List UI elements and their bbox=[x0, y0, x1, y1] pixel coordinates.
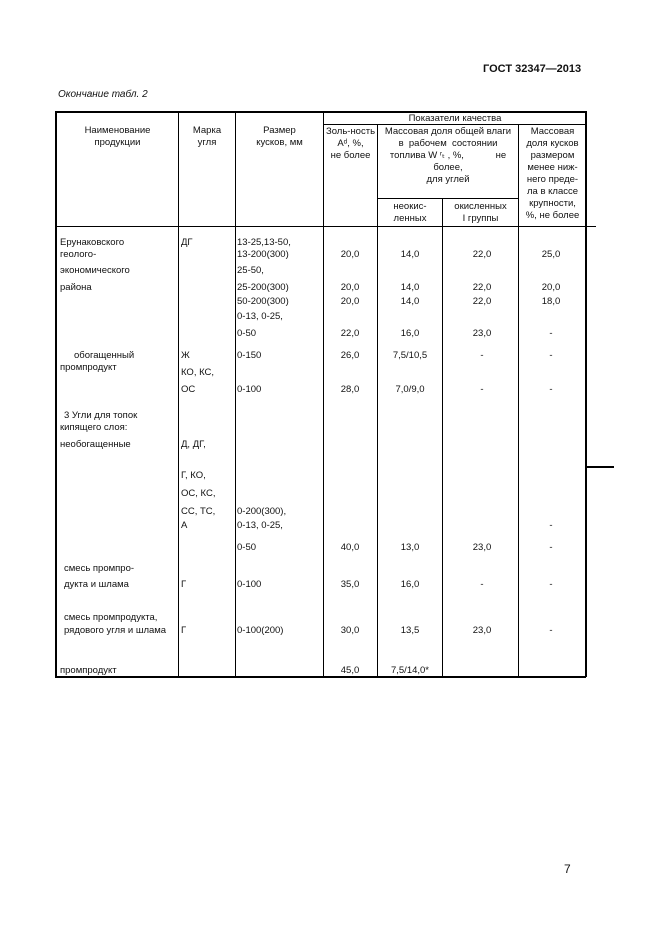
cell-small: - bbox=[549, 520, 553, 531]
table-caption: Окончание табл. 2 bbox=[58, 89, 148, 100]
document-header: ГОСТ 32347—2013 bbox=[483, 63, 582, 75]
cell-ash: 26,0 bbox=[340, 350, 360, 361]
cell-name: района bbox=[60, 282, 92, 293]
cell-small: - bbox=[549, 542, 553, 553]
cell-grade: Ж bbox=[181, 350, 190, 361]
cell-ox: - bbox=[480, 579, 484, 590]
header-piece-size: Размер кусков, мм bbox=[256, 125, 303, 148]
cell-ash: 20,0 bbox=[340, 282, 360, 293]
cell-unox: 7,5/10,5 bbox=[392, 350, 428, 361]
cell-ash: 30,0 bbox=[340, 625, 360, 636]
cell-unox: 14,0 bbox=[400, 296, 420, 307]
cell-name: Ерунаковского bbox=[60, 237, 125, 248]
page-number: 7 bbox=[564, 862, 571, 876]
cell-name: дукта и шлама bbox=[64, 579, 129, 590]
header-moisture: Массовая доля общей влаги в рабочем состоянии топлива W ʳₜ , %, не более, для углей bbox=[384, 126, 512, 185]
cell-grade: СС, ТС, bbox=[181, 506, 216, 517]
cell-size: 0-100(200) bbox=[237, 625, 284, 636]
cell-size: 25-200(300) bbox=[237, 282, 289, 293]
cell-grade: Д, ДГ, bbox=[181, 439, 206, 450]
cell-name: промпродукт bbox=[60, 362, 117, 373]
cell-ash: 22,0 bbox=[340, 328, 360, 339]
cell-name: геолого- bbox=[60, 249, 97, 260]
cell-size: 0-50 bbox=[237, 542, 257, 553]
header-oxidized: окисленных I группы bbox=[454, 201, 507, 224]
cell-ox: 22,0 bbox=[472, 249, 492, 260]
cell-ash: 20,0 bbox=[340, 249, 360, 260]
cell-ash: 28,0 bbox=[340, 384, 360, 395]
cell-size: 13-25,13-50, bbox=[237, 237, 291, 248]
cell-grade: Г bbox=[181, 579, 187, 590]
cell-small: - bbox=[549, 579, 553, 590]
cell-unox: 16,0 bbox=[400, 328, 420, 339]
cell-grade: А bbox=[181, 520, 188, 531]
cell-unox: 7,0/9,0 bbox=[395, 384, 425, 395]
cell-small: 18,0 bbox=[541, 296, 561, 307]
cell-size: 0-200(300), bbox=[237, 506, 287, 517]
header-coal-grade: Марка угля bbox=[192, 125, 222, 148]
cell-small: 20,0 bbox=[541, 282, 561, 293]
cell-name: необогащенные bbox=[60, 439, 131, 450]
cell-small: - bbox=[549, 384, 553, 395]
cell-unox: 16,0 bbox=[400, 579, 420, 590]
cell-name: 3 Угли для топок bbox=[64, 410, 138, 421]
cell-unox: 13,5 bbox=[400, 625, 420, 636]
cell-size: 0-100 bbox=[237, 384, 262, 395]
cell-name: рядового угля и шлама bbox=[64, 625, 167, 636]
cell-ox: 22,0 bbox=[472, 296, 492, 307]
cell-ox: - bbox=[480, 350, 484, 361]
cell-ox: 23,0 bbox=[472, 625, 492, 636]
cell-size: 13-200(300) bbox=[237, 249, 289, 260]
header-quality-indicators: Показатели качества bbox=[408, 113, 502, 124]
cell-size: 0-50 bbox=[237, 328, 257, 339]
cell-ox: 22,0 bbox=[472, 282, 492, 293]
cell-grade: ОС bbox=[181, 384, 196, 395]
cell-name: кипящего слоя: bbox=[60, 422, 128, 433]
cell-size: 0-100 bbox=[237, 579, 262, 590]
cell-ash: 40,0 bbox=[340, 542, 360, 553]
cell-size: 25-50, bbox=[237, 265, 264, 276]
cell-ox: 23,0 bbox=[472, 328, 492, 339]
cell-name: смесь промпродукта, bbox=[64, 612, 158, 623]
header-unoxidized: неокис- ленных bbox=[393, 201, 427, 224]
cell-name: промпродукт bbox=[60, 665, 117, 676]
cell-ash: 20,0 bbox=[340, 296, 360, 307]
cell-unox: 7,5/14,0* bbox=[390, 665, 430, 676]
cell-ash: 35,0 bbox=[340, 579, 360, 590]
cell-ox: 23,0 bbox=[472, 542, 492, 553]
header-product-name: Наименование продукции bbox=[84, 125, 151, 148]
cell-small: - bbox=[549, 350, 553, 361]
cell-grade: ДГ bbox=[181, 237, 193, 248]
cell-size: 0-13, 0-25, bbox=[237, 311, 283, 322]
cell-name: смесь промпро- bbox=[64, 563, 135, 574]
cell-grade: Г bbox=[181, 625, 187, 636]
cell-small: 25,0 bbox=[541, 249, 561, 260]
cell-unox: 14,0 bbox=[400, 282, 420, 293]
cell-size: 0-13, 0-25, bbox=[237, 520, 283, 531]
header-ash-content: Золь-ность Aᵈ, %, не более bbox=[325, 126, 376, 161]
cell-small: - bbox=[549, 625, 553, 636]
header-small-pieces: Массовая доля кусков размером менее ниж- него преде- ла в классе крупности, %, не более bbox=[525, 126, 580, 221]
cell-grade: ОС, КС, bbox=[181, 488, 216, 499]
cell-ash: 45,0 bbox=[340, 665, 360, 676]
cell-size: 50-200(300) bbox=[237, 296, 289, 307]
cell-grade: КО, КС, bbox=[181, 367, 215, 378]
cell-size: 0-150 bbox=[237, 350, 262, 361]
cell-ox: - bbox=[480, 384, 484, 395]
cell-name: экономического bbox=[60, 265, 130, 276]
cell-unox: 14,0 bbox=[400, 249, 420, 260]
cell-grade: Г, КО, bbox=[181, 470, 206, 481]
cell-small: - bbox=[549, 328, 553, 339]
cell-unox: 13,0 bbox=[400, 542, 420, 553]
cell-name: обогащенный bbox=[74, 350, 135, 361]
